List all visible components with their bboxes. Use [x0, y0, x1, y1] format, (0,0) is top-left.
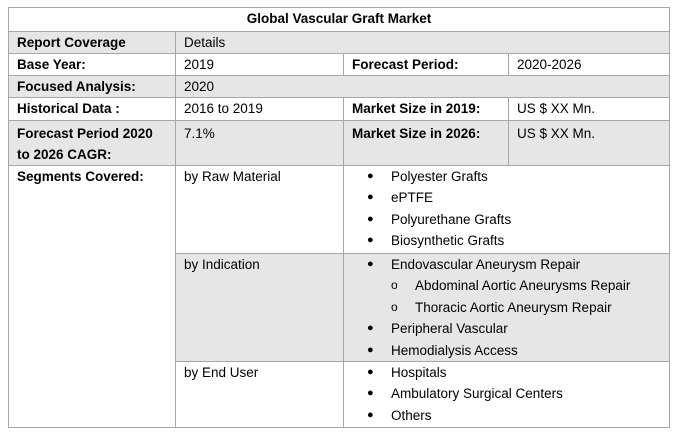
market-report-table — [8, 7, 670, 428]
list-item: ● Others — [344, 405, 669, 426]
list-item: ● Polyester Grafts — [344, 166, 669, 187]
historical-data-value: 2016 to 2019 — [176, 98, 344, 121]
segment-indication-list — [344, 254, 670, 362]
bullet-icon: ● — [367, 322, 374, 335]
list-item: ● Hemodialysis Access — [344, 340, 669, 361]
bullet-icon: ● — [367, 343, 374, 356]
bullet-icon: ● — [367, 408, 374, 421]
cagr-label: Forecast Period 2020 to 2026 CAGR: — [9, 121, 176, 166]
cagr-value: 7.1% — [176, 121, 344, 166]
list-item: ● Polyurethane Grafts — [344, 209, 669, 230]
forecast-period-value: 2020-2026 — [509, 54, 670, 76]
bullet-icon: ● — [367, 234, 374, 247]
segment-end-user-label: by End User — [176, 362, 344, 428]
table-title: Global Vascular Graft Market — [9, 8, 670, 32]
market-size-2026-label: Market Size in 2026: — [344, 121, 509, 166]
report-coverage-label: Report Coverage — [9, 32, 176, 54]
list-sub-item: o Thoracic Aortic Aneurysm Repair — [344, 297, 669, 318]
bullet-icon: ● — [367, 212, 374, 225]
focused-analysis-label: Focused Analysis: — [9, 76, 176, 98]
focused-analysis-value: 2020 — [176, 76, 670, 98]
segment-raw-material-list — [344, 166, 670, 254]
list-item: ● Endovascular Aneurysm Repair — [344, 254, 669, 275]
historical-data-label: Historical Data : — [9, 98, 176, 121]
base-year-value: 2019 — [176, 54, 344, 76]
bullet-icon: ● — [367, 366, 374, 378]
list-item: ● Ambulatory Surgical Centers — [344, 383, 669, 404]
segment-indication-label: by Indication — [176, 254, 344, 362]
bullet-icon: ● — [367, 170, 374, 182]
forecast-period-label: Forecast Period: — [344, 54, 509, 76]
list-item: ● ePTFE — [344, 187, 669, 208]
market-size-2019-value: US $ XX Mn. — [509, 98, 670, 121]
segment-raw-material-label: by Raw Material — [176, 166, 344, 254]
circle-bullet-icon: o — [391, 299, 398, 314]
bullet-icon: ● — [367, 387, 374, 400]
bullet-icon: ● — [367, 258, 374, 270]
market-size-2019-label: Market Size in 2019: — [344, 98, 509, 121]
list-item: ● Biosynthetic Grafts — [344, 230, 669, 251]
list-item: ● Hospitals — [344, 362, 669, 383]
circle-bullet-icon: o — [391, 278, 398, 293]
segment-end-user-list — [344, 362, 670, 428]
base-year-label: Base Year: — [9, 54, 176, 76]
segments-covered-label: Segments Covered: — [9, 166, 176, 428]
list-item: ● Peripheral Vascular — [344, 318, 669, 339]
list-sub-item: o Abdominal Aortic Aneurysms Repair — [344, 275, 669, 296]
report-coverage-value: Details — [176, 32, 670, 54]
market-size-2026-value: US $ XX Mn. — [509, 121, 670, 166]
bullet-icon: ● — [367, 191, 374, 204]
